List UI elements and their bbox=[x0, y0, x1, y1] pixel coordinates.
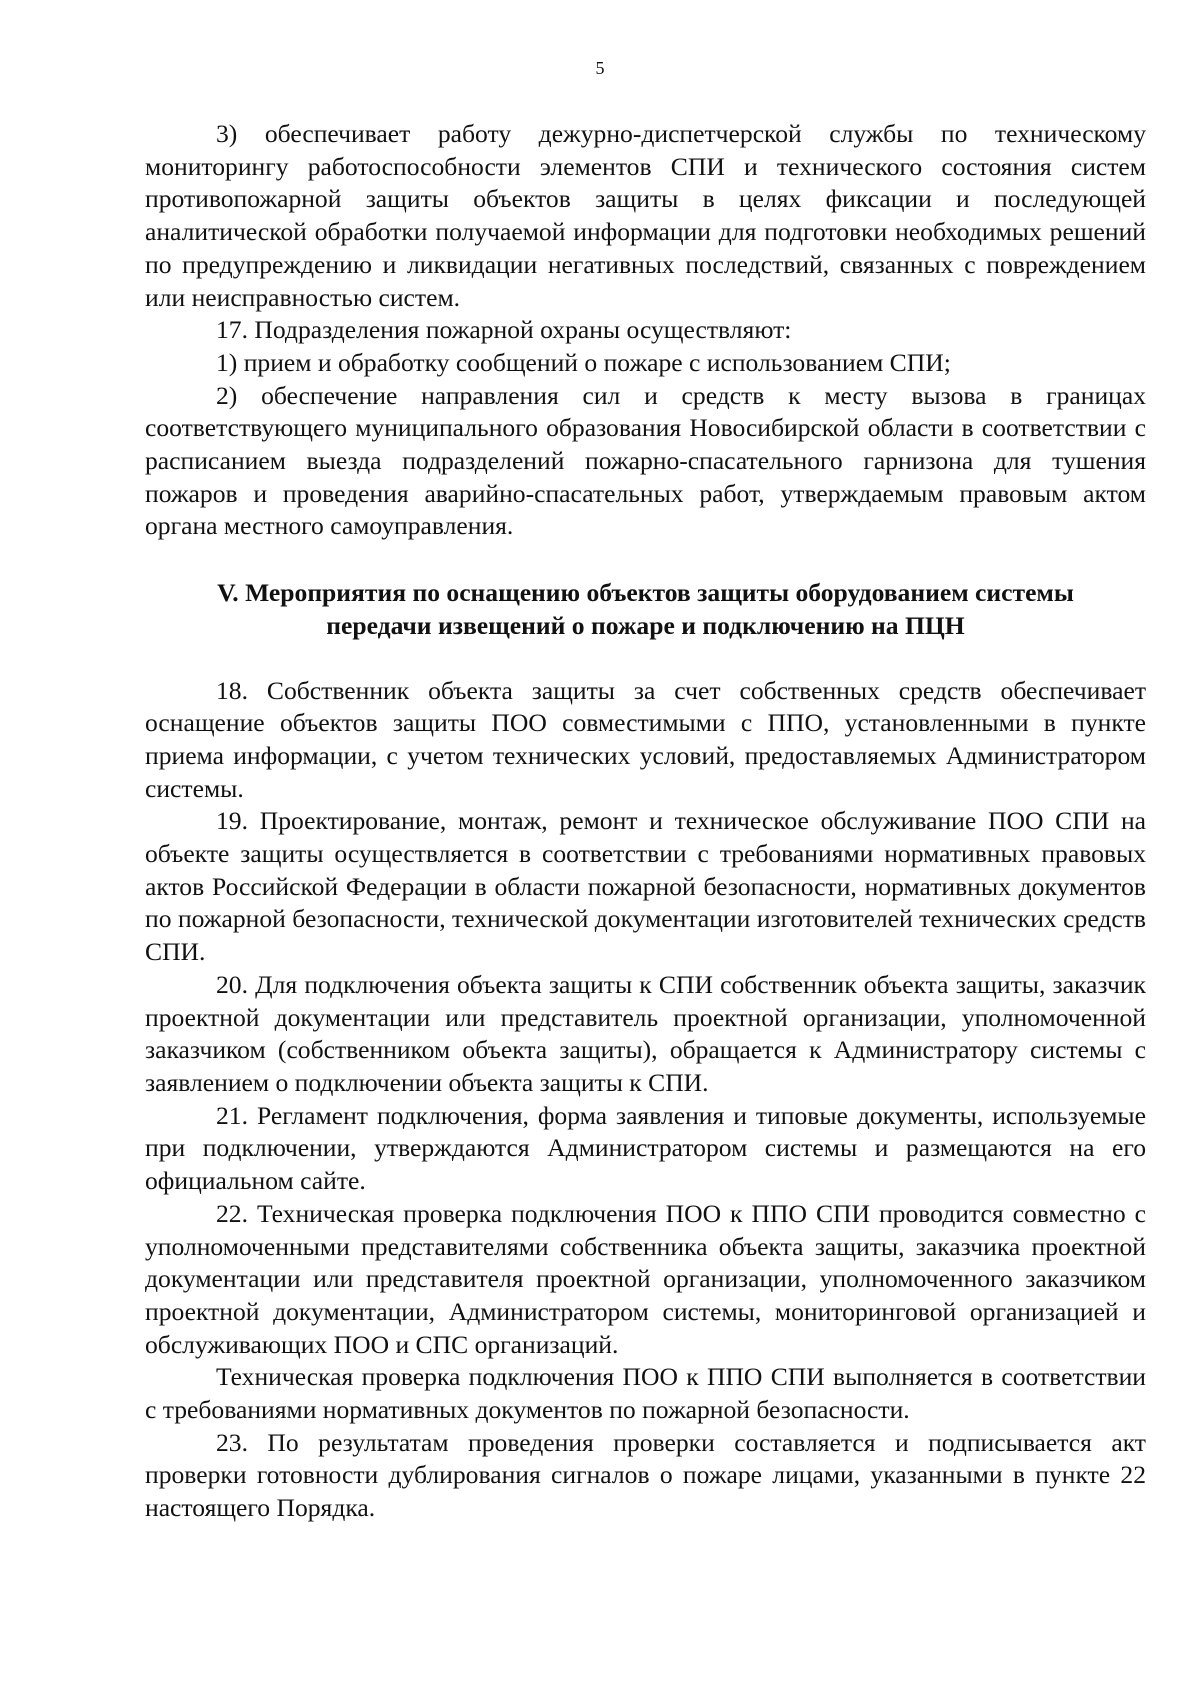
paragraph-17-item-1: 1) прием и обработку сообщений о пожаре с использованием СПИ; bbox=[216, 347, 951, 377]
paragraph-22: 22. Техническая проверка подключения ПОО к ППО СПИ проводится совместно с уполномоченными представителями собственника объекта защиты, заказчика проектной документации или представителя проектной организации, уполномоченного заказчиком проектной документации, Администратором системы, мониторинговой организацией и обслуживающих ПОО и СПС организаций. bbox=[145, 1198, 1146, 1359]
document-body bbox=[145, 118, 1146, 1525]
paragraph-23: 23. По результатам проведения проверки составляется и подписывается акт проверки готовности дублирования сигналов о пожаре лицами, указанными в пункте 22 настоящего Порядка. bbox=[145, 1427, 1146, 1523]
paragraph-21: 21. Регламент подключения, форма заявления и типовые документы, используемые при подключении, утверждаются Администратором системы и размещаются на его официальном сайте. bbox=[145, 1100, 1146, 1196]
paragraph-18: 18. Собственник объекта защиты за счет собственных средств обеспечивает оснащение объектов защиты ПОО совместимыми с ППО, установленными в пункте приема информации, с учетом технических условий, предоставляемых Администратором системы. bbox=[145, 675, 1146, 803]
paragraph-17-item-2: 2) обеспечение направления сил и средств к месту вызова в границах соответствующего муниципального образования Новосибирской области в соответствии с расписанием выезда подразделений пожарно-спасательного гарнизона для тушения пожаров и проведения аварийно-спасательных работ, утверждаемым правовым актом органа местного самоуправления. bbox=[145, 380, 1146, 541]
section-heading-line-1: V. Мероприятия по оснащению объектов защиты оборудованием системы bbox=[217, 578, 1074, 608]
paragraph-22-continuation: Техническая проверка подключения ПОО к ППО СПИ выполняется в соответствии с требованиями нормативных документов по пожарной безопасности. bbox=[145, 1362, 1146, 1425]
page-number: 5 bbox=[595, 58, 605, 78]
paragraph-19: 19. Проектирование, монтаж, ремонт и техническое обслуживание ПОО СПИ на объекте защиты осуществляется в соответствии с требованиями нормативных правовых актов Российской Федерации в области пожарной безопасности, нормативных документов по пожарной безопасности, технической документации изготовителей технических средств СПИ. bbox=[145, 806, 1146, 967]
paragraph-20: 20. Для подключения объекта защиты к СПИ собственник объекта защиты, заказчик проектной документации или представитель проектной организации, уполномоченной заказчиком (собственником объекта защиты), обращается к Администратору системы с заявлением о подключении объекта защиты к СПИ. bbox=[145, 969, 1146, 1097]
section-heading bbox=[145, 577, 1146, 642]
paragraph-17: 17. Подразделения пожарной охраны осуществляют: bbox=[216, 315, 792, 345]
paragraph-item-3: 3) обеспечивает работу дежурно-диспетчерской службы по техническому мониторингу работоспособности элементов СПИ и технического состояния систем противопожарной защиты объектов защиты в целях фиксации и последующей аналитической обработки получаемой информации для подготовки необходимых решений по предупреждению и ликвидации негативных последствий, связанных с повреждением или неисправностью систем. bbox=[145, 119, 1146, 312]
section-heading-line-2: передачи извещений о пожаре и подключению на ПЦН bbox=[326, 610, 965, 640]
